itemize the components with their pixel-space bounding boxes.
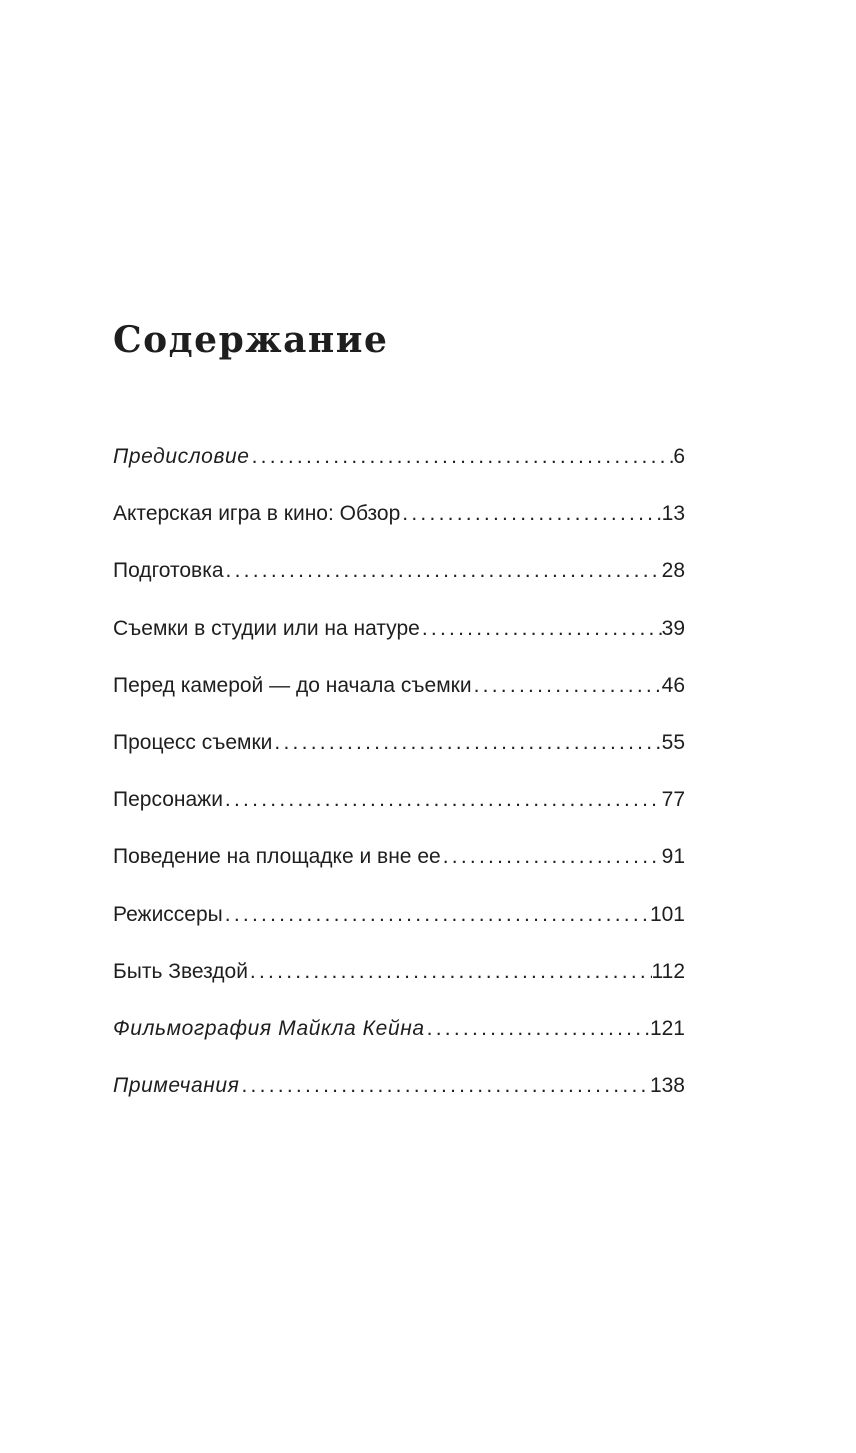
toc-entry-preface[interactable] <box>113 440 685 497</box>
toc-entry-directors[interactable] <box>113 898 685 955</box>
dot-leader <box>400 497 661 531</box>
toc-entry-label: Поведение на площадке и вне ее <box>113 845 441 869</box>
toc-entry-label: Фильмография Майкла Кейна <box>113 1016 425 1040</box>
toc-entry-label: Съемки в студии или на натуре <box>113 616 420 640</box>
toc-entry-page-number: 6 <box>673 445 685 468</box>
toc-entry-overview[interactable] <box>113 497 685 554</box>
toc-entry-behavior-on-set[interactable] <box>113 840 685 897</box>
dot-leader <box>223 898 650 932</box>
toc-entry-page-number: 28 <box>661 559 685 583</box>
toc-entry-page-number: 101 <box>649 902 685 926</box>
toc-entry-page-number: 91 <box>661 845 685 869</box>
dot-leader <box>248 955 652 989</box>
toc-entry-page-number: 112 <box>651 959 685 983</box>
dot-leader <box>472 669 662 703</box>
dot-leader <box>272 726 661 760</box>
toc-entry-page-number: 46 <box>661 673 685 697</box>
dot-leader <box>250 440 674 474</box>
toc-entry-label: Перед камерой — до начала съемки <box>113 673 472 697</box>
toc-entry-label: Быть Звездой <box>113 959 248 983</box>
toc-entry-studio-or-location[interactable] <box>113 612 685 669</box>
toc-entry-label: Подготовка <box>113 559 224 583</box>
toc-entry-label: Персонажи <box>113 788 223 812</box>
toc-entry-preparation[interactable] <box>113 554 685 611</box>
toc-entry-page-number: 39 <box>661 616 685 640</box>
toc-entry-notes[interactable] <box>113 1069 685 1126</box>
table-of-contents <box>113 440 685 1126</box>
page-title: Содержание <box>113 319 389 361</box>
dot-leader <box>239 1069 649 1103</box>
toc-entry-being-a-star[interactable] <box>113 955 685 1012</box>
toc-entry-label: Предисловие <box>113 445 250 468</box>
toc-entry-before-filming[interactable] <box>113 669 685 726</box>
toc-entry-label: Режиссеры <box>113 902 223 926</box>
toc-entry-characters[interactable] <box>113 783 685 840</box>
toc-entry-label: Примечания <box>113 1074 240 1098</box>
toc-entry-page-number: 55 <box>661 730 685 754</box>
dot-leader <box>425 1012 650 1046</box>
toc-entry-label: Процесс съемки <box>113 730 273 754</box>
toc-entry-page-number: 13 <box>661 502 685 526</box>
dot-leader <box>223 783 662 817</box>
toc-entry-page-number: 121 <box>649 1016 685 1040</box>
toc-entry-label: Актерская игра в кино: Обзор <box>113 502 401 526</box>
toc-entry-page-number: 138 <box>649 1074 685 1098</box>
dot-leader <box>224 554 662 588</box>
dot-leader <box>420 612 662 646</box>
toc-entry-filming-process[interactable] <box>113 726 685 783</box>
toc-entry-filmography[interactable] <box>113 1012 685 1069</box>
toc-entry-page-number: 77 <box>661 788 685 812</box>
dot-leader <box>441 840 662 874</box>
